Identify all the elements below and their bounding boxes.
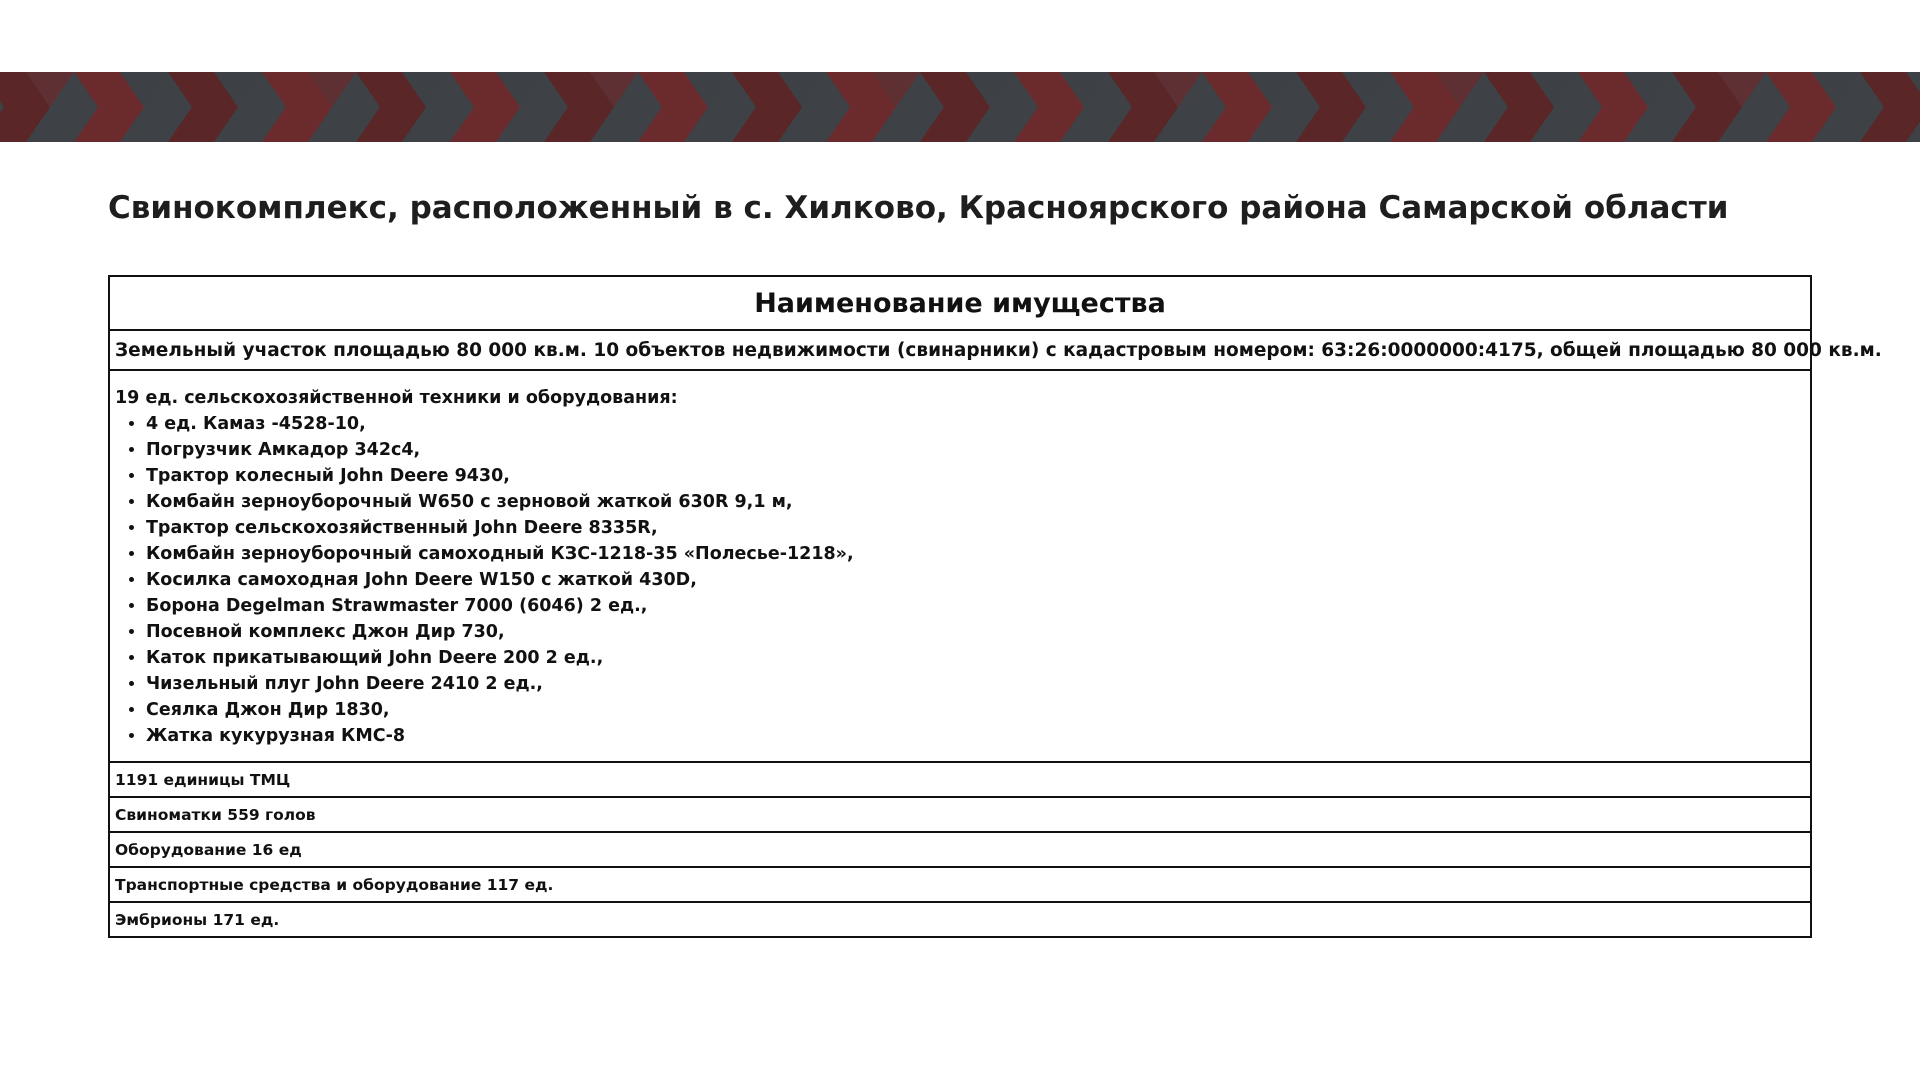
machinery-list-item: • Комбайн зерноуборочный W650 с зерновой жаткой 630R 9,1 м, (146, 489, 1805, 515)
table-row (109, 832, 1811, 867)
machinery-list-item: • Трактор сельскохозяйственный John Deere 8335R, (146, 515, 1805, 541)
machinery-list-item: • Чизельный плуг John Deere 2410 2 ед., (146, 671, 1805, 697)
table-cell: Оборудование 16 ед (109, 832, 1811, 867)
table-row (109, 762, 1811, 797)
table-row (109, 867, 1811, 902)
table-cell: Свиноматки 559 голов (109, 797, 1811, 832)
machinery-list-item: • Борона Degelman Strawmaster 7000 (6046) 2 ед., (146, 593, 1805, 619)
machinery-intro: 19 ед. сельскохозяйственной техники и оборудования: (115, 388, 678, 408)
machinery-list-item: • Косилка самоходная John Deere W150 с жаткой 430D, (146, 567, 1805, 593)
table-row-land (109, 330, 1811, 370)
machinery-list-item: • 4 ед. Камаз -4528-10, (146, 411, 1805, 437)
machinery-cell (109, 370, 1811, 762)
property-table (108, 275, 1882, 938)
machinery-list-item: • Погрузчик Амкадор 342с4, (146, 437, 1805, 463)
table-header: Наименование имущества (109, 276, 1811, 330)
table-cell: Эмбрионы 171 ед. (109, 902, 1811, 937)
table-header-row (109, 276, 1811, 330)
table-cell: Транспортные средства и оборудование 117 ед. (109, 867, 1811, 902)
banner-pattern (0, 72, 1920, 142)
page-title: Свинокомплекс, расположенный в с. Хилково, Красноярского района Самарской области (108, 190, 1729, 226)
machinery-list-item: • Трактор колесный John Deere 9430, (146, 463, 1805, 489)
decorative-banner (0, 72, 1920, 142)
machinery-list-item: • Посевной комплекс Джон Дир 730, (146, 619, 1805, 645)
machinery-list-item: • Жатка кукурузная КМС-8 (146, 723, 1805, 749)
table-row (109, 902, 1811, 937)
land-cell: Земельный участок площадью 80 000 кв.м. 10 объектов недвижимости (свинарники) с кадастровым номером: 63:26:0000000:4175, общей площадью 80 000 кв.м. (109, 330, 1811, 370)
table-row-machinery (109, 370, 1811, 762)
machinery-list-item: • Каток прикатывающий John Deere 200 2 ед., (146, 645, 1805, 671)
machinery-list-item: • Сеялка Джон Дир 1830, (146, 697, 1805, 723)
table-cell: 1191 единицы ТМЦ (109, 762, 1811, 797)
machinery-list (115, 411, 1805, 749)
table-row (109, 797, 1811, 832)
machinery-list-item: • Комбайн зерноуборочный самоходный КЗС-1218-35 «Полесье-1218», (146, 541, 1805, 567)
